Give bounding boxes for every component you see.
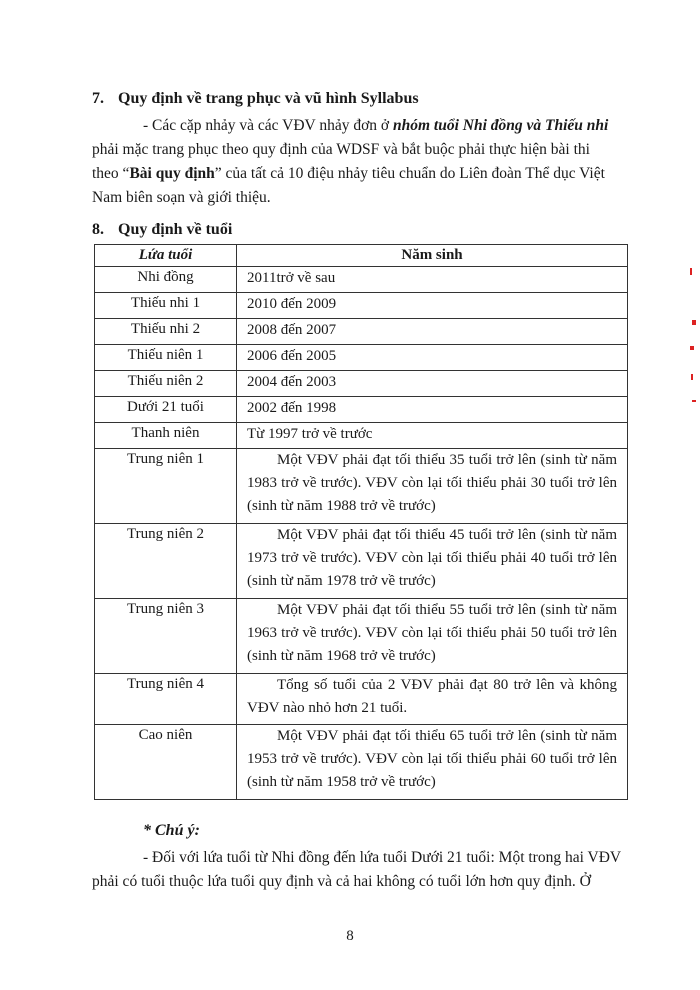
section-7-title: Quy định về trang phục và vũ hình Syllabus: [118, 90, 419, 107]
birth-year-cell: 2002 đến 1998: [237, 397, 628, 423]
age-group-cell: Trung niên 2: [95, 524, 237, 599]
note-line-1: - Đối với lứa tuổi từ Nhi đồng đến lứa tuổi Dưới 21 tuổi: Một trong hai VĐV: [143, 849, 622, 866]
section-8-heading: [92, 221, 232, 239]
table-row: [95, 674, 628, 725]
birth-year-cell: Một VĐV phải đạt tối thiểu 45 tuổi trở lên (sinh từ năm 1973 trở về trước). VĐV còn lại tối thiểu phải 40 tuổi trở lên (sinh từ năm 1978 trở về trước): [237, 524, 628, 599]
age-group-cell: Thiếu niên 1: [95, 345, 237, 371]
table-row: [95, 345, 628, 371]
age-group-cell: Thiếu nhi 1: [95, 293, 237, 319]
birth-year-cell: 2010 đến 2009: [237, 293, 628, 319]
birth-year-cell: Từ 1997 trở về trước: [237, 423, 628, 449]
header-birth-year: Năm sinh: [237, 245, 628, 267]
age-group-cell: Thiếu nhi 2: [95, 319, 237, 345]
age-group-cell: Cao niên: [95, 725, 237, 800]
header-age-group: Lứa tuổi: [95, 245, 237, 267]
table-row: [95, 423, 628, 449]
age-group-cell: Thanh niên: [95, 423, 237, 449]
table-row: [95, 397, 628, 423]
age-group-cell: Trung niên 3: [95, 599, 237, 674]
table-row: [95, 524, 628, 599]
birth-year-cell: Một VĐV phải đạt tối thiểu 55 tuổi trở lên (sinh từ năm 1963 trở về trước). VĐV còn lại tối thiểu phải 50 tuổi trở lên (sinh từ năm 1968 trở về trước): [237, 599, 628, 674]
table-header-row: [95, 245, 628, 267]
age-group-cell: Dưới 21 tuổi: [95, 397, 237, 423]
section-7-line-4: Nam biên soạn và giới thiệu.: [92, 189, 271, 206]
birth-year-cell: 2006 đến 2005: [237, 345, 628, 371]
birth-year-cell: Một VĐV phải đạt tối thiểu 65 tuổi trở lên (sinh từ năm 1953 trở về trước). VĐV còn lại tối thiểu phải 60 tuổi trở lên (sinh từ năm 1958 trở về trước): [237, 725, 628, 800]
age-group-cell: Nhi đồng: [95, 267, 237, 293]
section-7-line-1: [143, 114, 608, 138]
table-row: [95, 293, 628, 319]
section-7-number: 7.: [92, 90, 104, 107]
table-row: [95, 371, 628, 397]
margin-marks: [684, 262, 700, 412]
section-8-number: 8.: [92, 221, 104, 238]
birth-year-cell: 2011trở về sau: [237, 267, 628, 293]
table-row: [95, 267, 628, 293]
section-7-bold-term: Bài quy định: [129, 165, 215, 182]
table-row: [95, 599, 628, 674]
section-7-text: - Các cặp nhảy và các VĐV nhảy đơn ở: [143, 117, 393, 134]
age-group-cell: Trung niên 1: [95, 449, 237, 524]
note-title: * Chú ý:: [143, 822, 200, 839]
section-7-text: ” của tất cả 10 điệu nhảy tiêu chuẩn do Liên đoàn Thể dục Việt: [214, 165, 605, 182]
section-7-text: theo “: [92, 165, 130, 182]
section-8-title: Quy định về tuổi: [118, 221, 233, 238]
age-group-cell: Thiếu niên 2: [95, 371, 237, 397]
birth-year-cell: 2004 đến 2003: [237, 371, 628, 397]
note-line-2: phải có tuổi thuộc lứa tuổi quy định và cả hai không có tuổi lớn hơn quy định. Ở: [92, 873, 591, 890]
table-row: [95, 449, 628, 524]
age-table: [94, 244, 628, 800]
section-7-emphasis: nhóm tuổi Nhi đồng và Thiếu nhi: [392, 117, 609, 134]
birth-year-cell: Tổng số tuổi của 2 VĐV phải đạt 80 trở lên và không VĐV nào nhỏ hơn 21 tuổi.: [237, 674, 628, 725]
birth-year-cell: Một VĐV phải đạt tối thiểu 35 tuổi trở lên (sinh từ năm 1983 trở về trước). VĐV còn lại tối thiểu phải 30 tuổi trở lên (sinh từ năm 1988 trở về trước): [237, 449, 628, 524]
section-7-line-3: [92, 162, 628, 186]
birth-year-cell: 2008 đến 2007: [237, 319, 628, 345]
table-row: [95, 725, 628, 800]
section-7-heading: [92, 90, 419, 108]
age-group-cell: Trung niên 4: [95, 674, 237, 725]
table-row: [95, 319, 628, 345]
section-7-line-2: phải mặc trang phục theo quy định của WDSF và bắt buộc phải thực hiện bài thi: [92, 141, 590, 158]
page-number: 8: [346, 928, 354, 944]
